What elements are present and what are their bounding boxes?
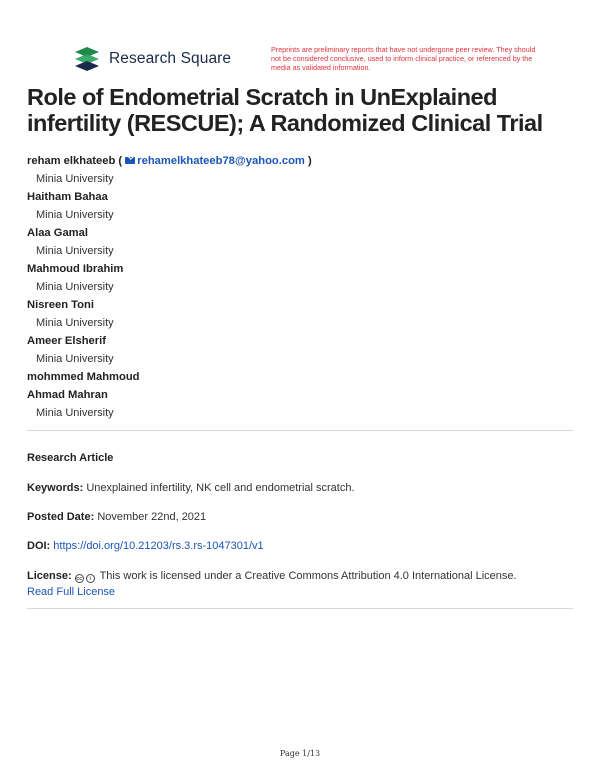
license: License: cc i This work is licensed under a Creative Commons Attribution 4.0 International License. Read Full License bbox=[27, 570, 517, 598]
posted-date: Posted Date: November 22nd, 2021 bbox=[27, 511, 207, 523]
author-affiliation: Minia University bbox=[36, 209, 114, 221]
page-number: Page 1/13 bbox=[279, 749, 321, 758]
author-name: reham elkhateeb ( rehamelkhateeb78@yahoo.com ) bbox=[27, 155, 312, 167]
author-affiliation: Minia University bbox=[36, 281, 114, 293]
author-email-link[interactable]: rehamelkhateeb78@yahoo.com bbox=[137, 155, 305, 167]
author-name: mohmmed Mahmoud bbox=[27, 371, 140, 383]
read-full-license-link[interactable]: Read Full License bbox=[27, 586, 116, 598]
author-name: Nisreen Toni bbox=[27, 299, 94, 311]
author-name: Ameer Elsherif bbox=[27, 335, 106, 347]
author-affiliation: Minia University bbox=[36, 245, 114, 257]
preprint-notice: Preprints are preliminary reports that have not undergone peer review. They should not be considered conclusive, used to inform clinical practice, or referenced by the media as validated information. bbox=[271, 45, 536, 72]
divider bbox=[27, 608, 573, 609]
author-affiliation: Minia University bbox=[36, 317, 114, 329]
doi-link[interactable]: https://doi.org/10.21203/rs.3.rs-1047301/v1 bbox=[53, 540, 264, 552]
author-name: Haitham Bahaa bbox=[27, 191, 108, 203]
research-square-logo-icon bbox=[73, 46, 103, 72]
author-affiliation: Minia University bbox=[36, 407, 114, 419]
author-name: Ahmad Mahran bbox=[27, 389, 108, 401]
author-name: Mahmoud Ibrahim bbox=[27, 263, 124, 275]
author-affiliation: Minia University bbox=[36, 173, 114, 185]
creative-commons-icon: cc bbox=[76, 576, 82, 582]
divider bbox=[27, 430, 573, 431]
doi: DOI: https://doi.org/10.21203/rs.3.rs-1047301/v1 bbox=[27, 540, 264, 552]
paper-title: Role of Endometrial Scratch in UnExplained infertility (RESCUE); A Randomized Clinical Trial bbox=[27, 84, 543, 136]
attribution-icon: i bbox=[86, 574, 95, 583]
author-list bbox=[27, 152, 572, 422]
author-name: Alaa Gamal bbox=[27, 227, 88, 239]
author-affiliation: Minia University bbox=[36, 353, 114, 365]
email-icon bbox=[125, 157, 135, 164]
brand-name: Research Square bbox=[109, 50, 232, 67]
keywords: Keywords: Unexplained infertility, NK cell and endometrial scratch. bbox=[27, 482, 355, 494]
article-type: Research Article bbox=[27, 452, 114, 464]
brand-logo[interactable] bbox=[73, 46, 231, 72]
